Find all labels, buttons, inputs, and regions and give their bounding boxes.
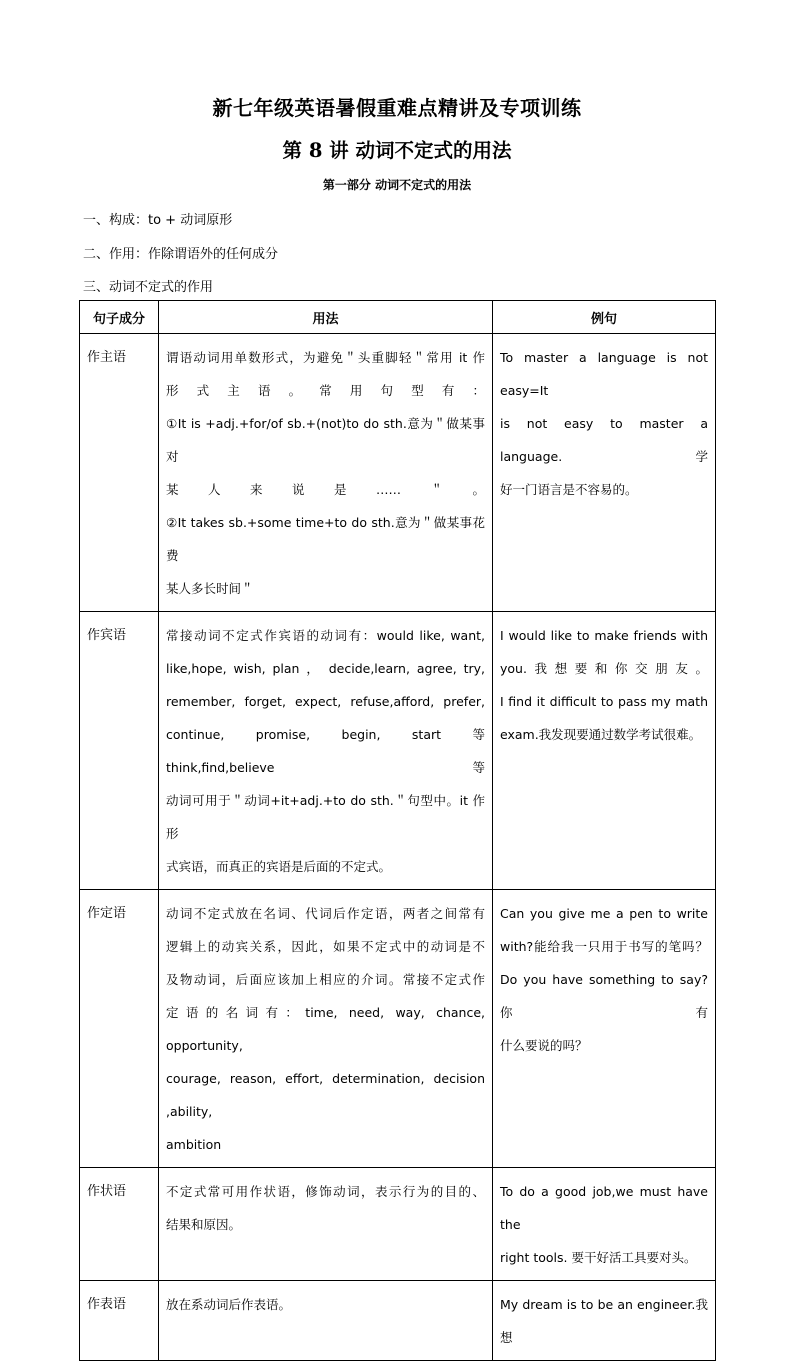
usage-line: 结果和原因。: [166, 1217, 242, 1232]
usage-line: 动词不定式放在名词、代词后作定语，两者之间常有: [166, 906, 485, 921]
point-usage-heading: 三、动词不定式的作用: [83, 280, 214, 295]
usage-line: 式宾语，而真正的宾语是后面的不定式。: [166, 859, 392, 874]
usage-line: ①It is +adj.+for/of sb.+(not)to do sth.意为＂做某事对: [166, 416, 485, 464]
row-role-cell: [80, 1168, 159, 1281]
table-row: [80, 612, 716, 890]
row-usage-cell: [159, 1168, 493, 1281]
example-line: To do a good job,we must have the: [500, 1184, 708, 1232]
usage-line: 形式主语。常用句型有：: [166, 383, 485, 398]
usage-line: continue, promise, begin, start 等 think,find,believe 等: [166, 727, 485, 775]
usage-line: 放在系动词后作表语。: [166, 1297, 292, 1312]
part-title: 第一部分 动词不定式的用法: [322, 178, 472, 192]
header-example: 例句: [493, 301, 716, 334]
example-line: I would like to make friends with: [500, 628, 708, 643]
table-row: [80, 1168, 716, 1281]
table-row: [80, 890, 716, 1168]
row-role-cell: [80, 334, 159, 612]
example-line: My dream is to be an engineer.我想: [500, 1297, 708, 1345]
row-role-cell: [80, 612, 159, 890]
usage-line: courage, reason, effort, determination, decision ,ability,: [166, 1071, 485, 1119]
example-line: exam.我发现要通过数学考试很难。: [500, 727, 702, 742]
row-usage-cell: [159, 890, 493, 1168]
usage-line: 及物动词，后面应该加上相应的介词。常接不定式作: [166, 972, 485, 987]
row-usage-cell: [159, 334, 493, 612]
row-usage-cell: [159, 612, 493, 890]
usage-line: 定语的名词有：time, need, way, chance, opportunity,: [166, 1005, 485, 1053]
lesson-title: 第 8 讲 动词不定式的用法: [282, 139, 512, 162]
usage-line: 动词可用于＂动词+it+adj.+to do sth.＂句型中。it 作形: [166, 793, 485, 841]
row-usage-cell: [159, 1281, 493, 1361]
usage-line: 逻辑上的动宾关系，因此，如果不定式中的动词是不: [166, 939, 485, 954]
row-example-cell: [493, 1281, 716, 1361]
usage-line: remember, forget, expect, refuse,afford, prefer,: [166, 694, 485, 709]
example-line: 什么要说的吗？: [500, 1038, 588, 1053]
usage-line: ②It takes sb.+some time+to do sth.意为＂做某事花费: [166, 515, 485, 563]
infinitive-usage-table: [79, 300, 716, 1361]
example-line: I find it difficult to pass my math: [500, 694, 708, 709]
table-header-row: [80, 301, 716, 334]
usage-line: 不定式常可用作状语，修饰动词，表示行为的目的、: [166, 1184, 485, 1199]
table-row: [80, 334, 716, 612]
document-title: 新七年级英语暑假重难点精讲及专项训练: [212, 96, 582, 120]
example-line: with?能给我一只用于书写的笔吗？: [500, 939, 708, 954]
example-line: Do you have something to say?你有: [500, 972, 708, 1020]
usage-line: ambition: [166, 1137, 222, 1152]
example-line: To master a language is not easy=It: [500, 350, 708, 398]
row-role: 作表语: [87, 1297, 127, 1312]
row-role: 作主语: [87, 350, 127, 365]
row-role: 作定语: [87, 906, 127, 921]
row-example-cell: [493, 612, 716, 890]
usage-line: like,hope, wish, plan ， decide,learn, agree, try,: [166, 661, 485, 676]
point-structure: 一、构成：to + 动词原形: [83, 213, 233, 228]
usage-line: 某人来说是……＂。: [166, 482, 485, 497]
row-role-cell: [80, 1281, 159, 1361]
table-row: [80, 1281, 716, 1361]
row-role: 作宾语: [87, 628, 127, 643]
row-example-cell: [493, 334, 716, 612]
row-role: 作状语: [87, 1184, 127, 1199]
point-function: 二、作用：作除谓语外的任何成分: [83, 247, 279, 262]
row-example-cell: [493, 890, 716, 1168]
usage-line: 常接动词不定式作宾语的动词有：would like, want,: [166, 628, 485, 643]
usage-line: 谓语动词用单数形式，为避免＂头重脚轻＂常用 it 作: [166, 350, 485, 365]
row-example-cell: [493, 1168, 716, 1281]
example-line: 好一门语言是不容易的。: [500, 482, 638, 497]
example-line: Can you give me a pen to write: [500, 906, 708, 921]
header-sentence-component: 句子成分: [80, 301, 159, 334]
example-line: you.我想要和你交朋友。: [500, 661, 708, 676]
example-line: right tools. 要干好活工具要对头。: [500, 1250, 697, 1265]
header-usage: 用法: [159, 301, 493, 334]
example-line: is not easy to master a language.学: [500, 416, 708, 464]
row-role-cell: [80, 890, 159, 1168]
usage-line: 某人多长时间＂: [166, 581, 254, 596]
